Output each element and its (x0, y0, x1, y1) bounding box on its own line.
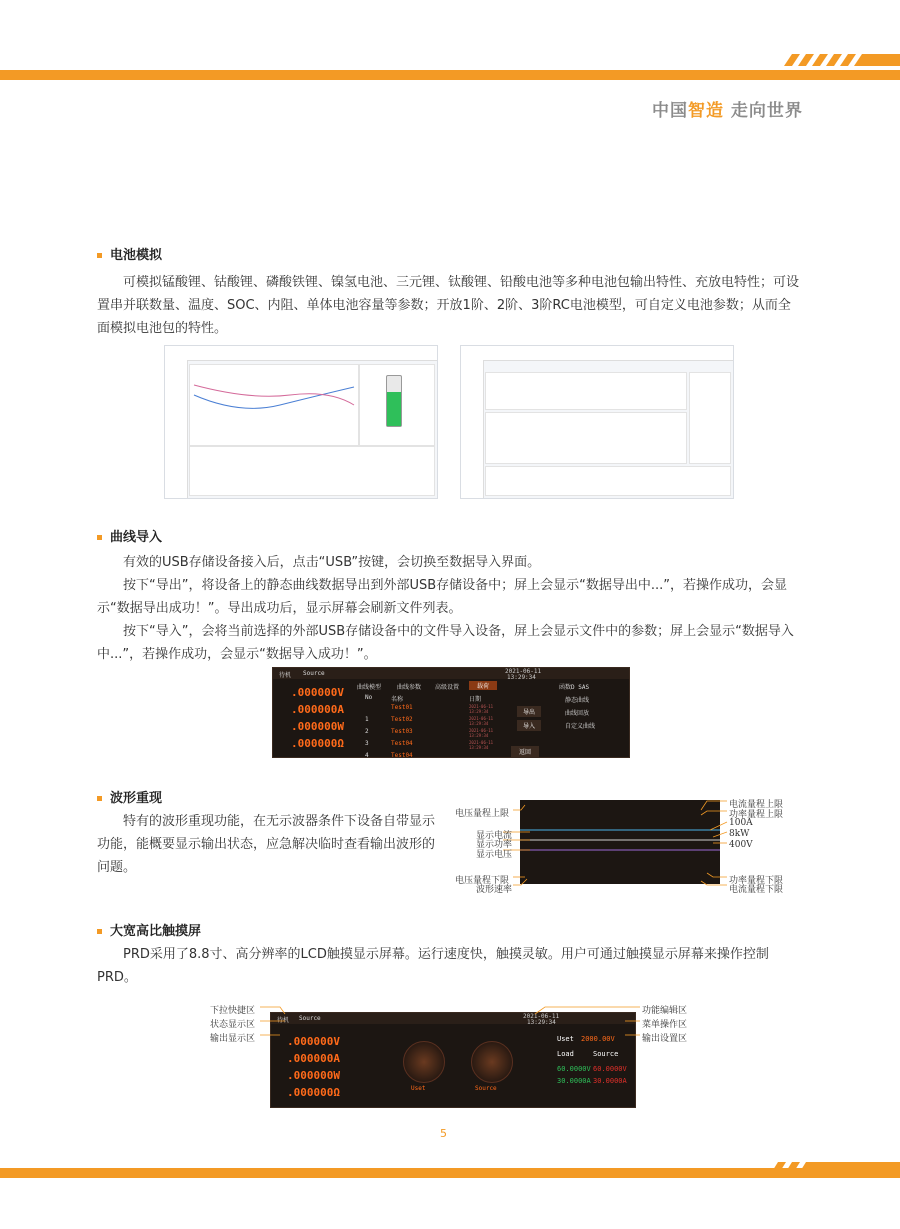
label-output-display-area: 输出显示区 (210, 1034, 256, 1044)
param-panel-1 (485, 372, 687, 410)
row-no: 4 (365, 752, 369, 759)
date-text: 2021-06-11 (523, 1013, 560, 1020)
row-name[interactable]: Test04 (391, 752, 413, 759)
section-title-text: 波形重现 (110, 791, 163, 806)
source-label: Source (593, 1050, 619, 1058)
label-voltage-lower: 电压量程下限 (455, 876, 510, 886)
back-button[interactable]: 返回 (511, 746, 539, 757)
section-title-touch (97, 920, 201, 939)
row-no: 3 (365, 740, 369, 747)
paragraph: PRD采用了8.8寸、高分辨率的LCD触摸显示屏幕。运行速度快，触摸灵敏。用户可通过触摸显示屏幕来操作控制PRD。 (97, 947, 769, 985)
footer-stripes (768, 1162, 900, 1178)
header-bar (0, 70, 900, 80)
load-voltage[interactable]: 60.0000V (557, 1065, 591, 1073)
sidebar (165, 360, 188, 498)
paragraph-1: 有效的USB存储设备接入后，点击“USB”按键，会切换至数据导入界面。 (123, 555, 541, 570)
param-table (189, 446, 435, 496)
knob-uset-label: Uset (411, 1085, 426, 1092)
current-readout: .000000A (287, 1052, 340, 1065)
label-show-current: 显示电流 (476, 831, 513, 841)
section-title-wave (97, 787, 162, 806)
bullet-icon (97, 929, 102, 934)
chart-panel (189, 364, 359, 446)
section-text-battery (97, 271, 803, 340)
tab-curve-model[interactable]: 曲线模型 (357, 684, 382, 691)
current-readout: .000000A (291, 703, 344, 716)
slogan-part-1: 中国 (652, 101, 688, 121)
label-voltage-upper: 电压量程上限 (455, 809, 510, 819)
export-button[interactable]: 导出 (517, 706, 541, 717)
software-screenshot-1 (164, 345, 438, 499)
bullet-icon (97, 796, 102, 801)
uset-label: Uset (557, 1035, 574, 1043)
date-text: 2021-06-11 (505, 668, 542, 675)
source-current[interactable]: 30.0000A (593, 1077, 627, 1085)
menu-item-sas[interactable]: 函数D SAS (559, 684, 590, 691)
touch-leader-lines (205, 1002, 695, 1042)
slogan-part-2: 智造 (688, 101, 724, 121)
row-name[interactable]: Test02 (391, 716, 413, 723)
col-no: No (365, 694, 373, 701)
power-readout: .000000W (291, 720, 344, 733)
label-power-upper: 功率量程上限 (729, 810, 784, 820)
row-name[interactable]: Test01 (391, 704, 413, 711)
mode-text: Source (299, 1015, 321, 1022)
side-panel (689, 372, 731, 464)
row-date: 2021-06-11 13:29:34 (469, 728, 494, 738)
row-no: 2 (365, 728, 369, 735)
row-no: 1 (365, 716, 369, 723)
row-date: 2021-06-11 13:29:34 (469, 716, 494, 726)
row-name[interactable]: Test03 (391, 728, 413, 735)
file-list (365, 704, 513, 759)
software-screenshot-2 (460, 345, 734, 499)
row-date: 2021-06-11 13:29:34 (469, 704, 494, 714)
slogan-part-3: 走向世界 (730, 101, 803, 121)
knob-uset[interactable] (403, 1041, 445, 1083)
import-button[interactable]: 导入 (517, 720, 541, 731)
tab-advanced[interactable]: 高级设置 (435, 684, 460, 691)
label-status-area: 状态显示区 (210, 1020, 256, 1030)
section-title-text: 大宽高比触摸屏 (110, 924, 202, 939)
cell-list (485, 466, 731, 496)
voltage-readout: .000000V (291, 686, 344, 699)
label-function-edit-area: 功能编辑区 (642, 1006, 688, 1016)
slogan (652, 96, 803, 121)
power-readout: .000000W (287, 1069, 340, 1082)
label-output-setting-area: 输出设置区 (642, 1034, 688, 1044)
section-title-battery (97, 244, 162, 263)
voltage-readout: .000000V (287, 1035, 340, 1048)
resistance-readout: .000000Ω (291, 737, 344, 750)
section-text-curve (97, 551, 803, 666)
paragraph: 特有的波形重现功能，在无示波器条件下设备自带显示功能，能概要显示输出状态，应急解决临时查看输出波形的问题。 (97, 814, 436, 875)
section-text-wave (97, 810, 435, 879)
tab-load[interactable]: 载荷 (469, 681, 497, 690)
paragraph-2: 按下“导出”，将设备上的静态曲线数据导出到外部USB存储设备中；屏上会显示“数据导出中...”，若操作成功，会显示“数据导出成功！”。导出成功后，显示屏幕会刷新文件列表。 (97, 578, 788, 616)
label-dropdown-area: 下拉快捷区 (210, 1006, 256, 1016)
status-text: 待机 (279, 672, 292, 679)
section-title-text: 电池模拟 (110, 248, 163, 263)
label-wave-rate: 波形速率 (476, 885, 513, 895)
menu-item-custom-curve[interactable]: 自定义曲线 (565, 723, 596, 730)
menu-item-static-curve[interactable]: 静态曲线 (565, 697, 590, 704)
resistance-readout: .000000Ω (287, 1086, 340, 1099)
param-panel-2 (485, 412, 687, 464)
status-bar (273, 668, 629, 679)
menu-item-curve-playback[interactable]: 曲线回放 (565, 710, 590, 717)
section-title-text: 曲线导入 (110, 530, 163, 545)
load-current[interactable]: 30.0000A (557, 1077, 591, 1085)
header-stripes (778, 54, 900, 66)
row-name[interactable]: Test04 (391, 740, 413, 747)
paragraph-3: 按下“导入”，会将当前选择的外部USB存储设备中的文件导入设备，屏上会显示文件中的参数；屏上会显示“数据导入中...”，若操作成功，会显示“数据导入成功！”。 (97, 624, 794, 662)
label-current-lower: 电流量程下限 (729, 885, 784, 895)
label-100a: 100A (729, 818, 753, 828)
bullet-icon (97, 253, 102, 258)
knob-source-label: Source (475, 1085, 497, 1092)
paragraph: 可模拟锰酸锂、钴酸锂、磷酸铁锂、镍氢电池、三元锂、钛酸锂、铅酸电池等多种电池包输出特性、充放电特性；可设置串并联数量、温度、SOC、内阻、单体电池容量等参数；开放1阶、2阶、3阶RC电池模型，可自定义电池参数；从而全面模拟电池包的特性。 (97, 275, 800, 336)
page-number: 5 (440, 1127, 447, 1140)
section-title-curve (97, 526, 162, 545)
label-show-power: 显示功率 (476, 840, 513, 850)
row-date: 2021-06-11 13:29:34 (469, 740, 494, 750)
source-voltage[interactable]: 60.0000V (593, 1065, 627, 1073)
col-name: 名称 (391, 696, 404, 703)
time-text: 13:29:34 (507, 674, 536, 681)
uset-value[interactable]: 2000.00V (581, 1035, 615, 1043)
status-text: 待机 (277, 1017, 290, 1024)
col-date: 日期 (469, 696, 482, 703)
usb-import-screen (272, 667, 630, 758)
load-label: Load (557, 1050, 574, 1058)
toolbar (165, 346, 437, 361)
tab-curve-params[interactable]: 曲线参数 (397, 684, 422, 691)
knob-source[interactable] (471, 1041, 513, 1083)
mode-text: Source (303, 670, 325, 677)
battery-icon (386, 375, 402, 427)
label-current-upper: 电流量程上限 (729, 800, 784, 810)
label-power-lower: 功率量程下限 (729, 876, 784, 886)
label-400v: 400V (729, 840, 753, 850)
section-text-touch (97, 943, 803, 989)
battery-panel (359, 364, 435, 446)
time-text: 13:29:34 (527, 1019, 556, 1026)
bullet-icon (97, 535, 102, 540)
toolbar (461, 346, 733, 361)
label-menu-area: 菜单操作区 (642, 1020, 688, 1030)
footer-bar (0, 1168, 900, 1178)
sidebar (461, 360, 484, 498)
label-show-voltage: 显示电压 (476, 850, 513, 860)
label-8kw: 8kW (729, 829, 750, 839)
